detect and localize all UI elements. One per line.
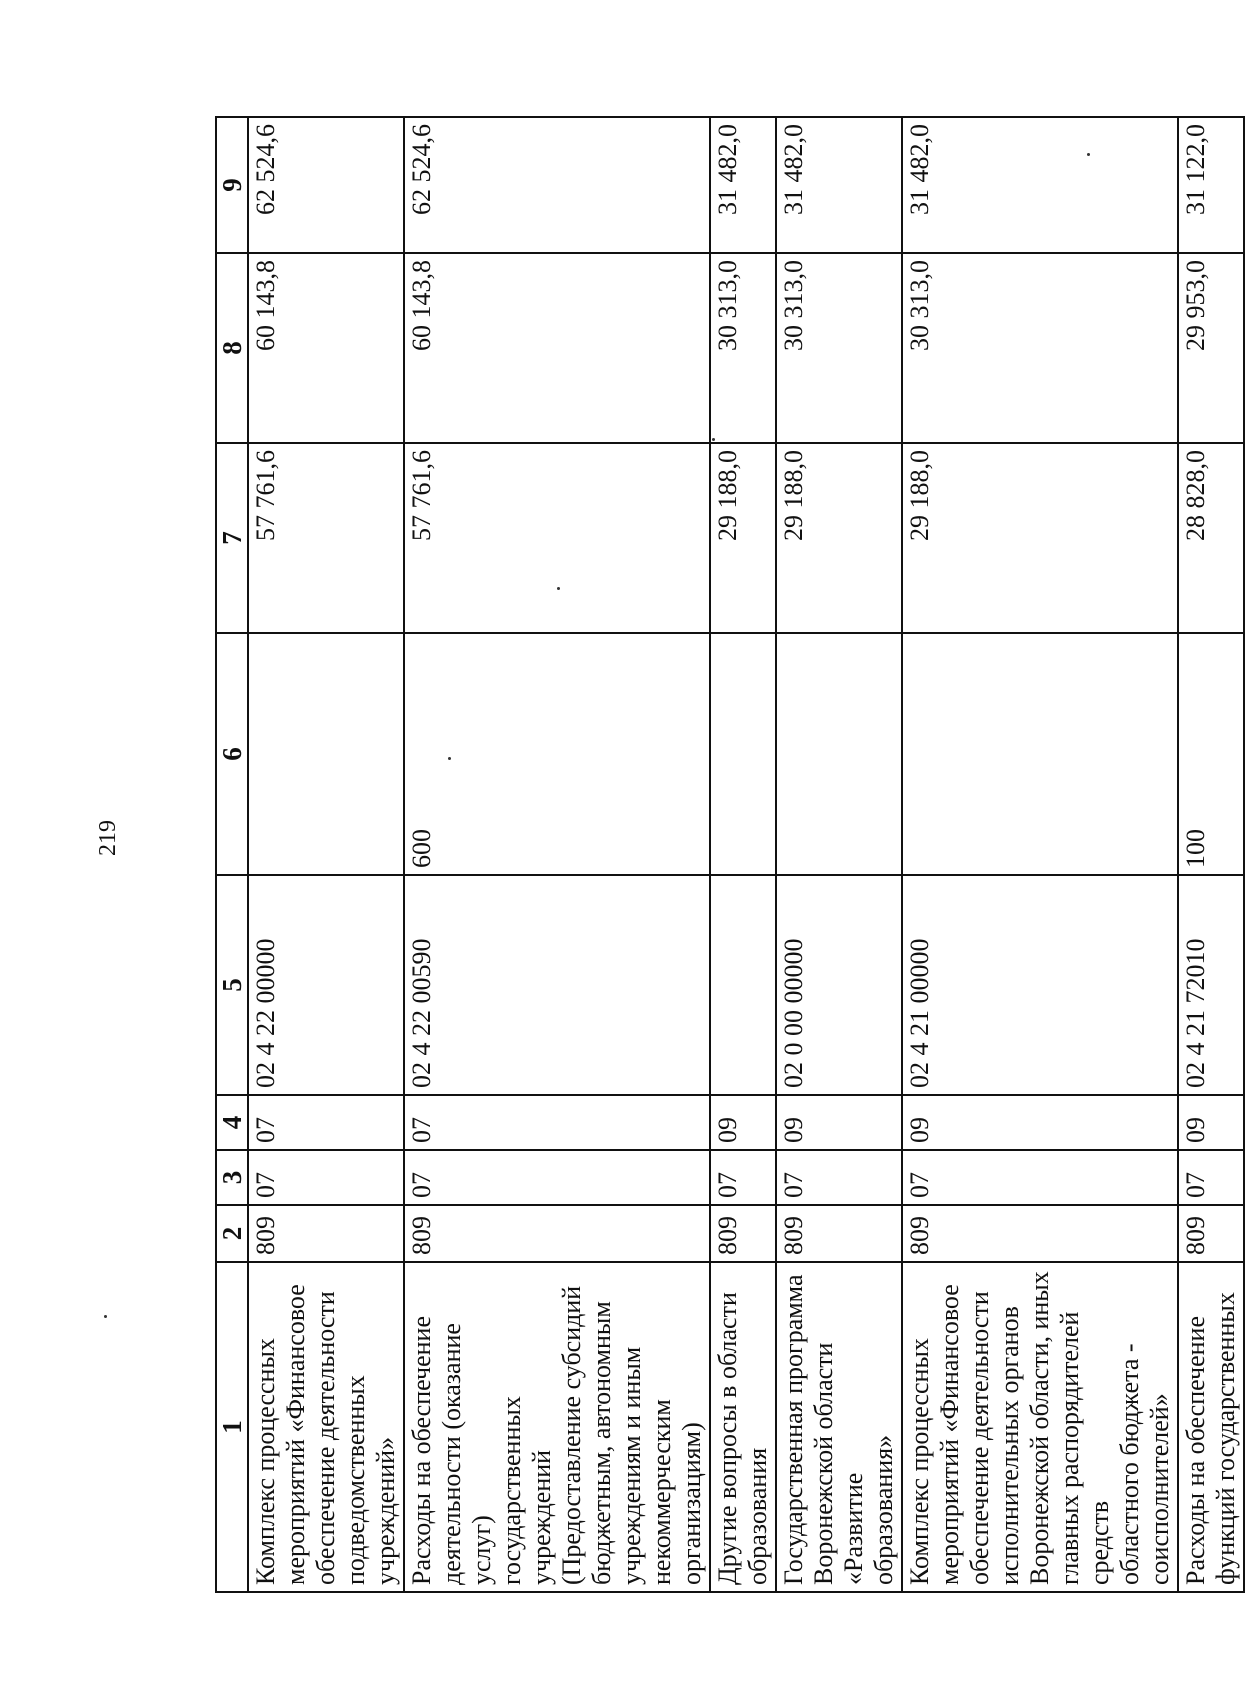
header-col-2: 2 [216, 1205, 248, 1262]
amount-col-8-cell: 29 953,0 [1178, 253, 1244, 443]
header-col-6: 6 [216, 633, 248, 875]
amount-col-8-cell: 30 313,0 [776, 253, 902, 443]
section-code-cell: 07 [248, 1150, 404, 1205]
header-col-7: 7 [216, 443, 248, 633]
subsection-code-cell: 07 [248, 1095, 404, 1150]
amount-col-9-cell: 31 482,0 [710, 117, 776, 253]
expense-type-cell: 600 [404, 633, 710, 875]
target-article-cell: 02 4 21 72010 [1178, 875, 1244, 1095]
row-name-cell: Другие вопросы в области образования [710, 1262, 776, 1592]
amount-col-7-cell: 57 761,6 [248, 443, 404, 633]
amount-col-8-cell: 30 313,0 [710, 253, 776, 443]
subsection-code-cell: 09 [902, 1095, 1178, 1150]
amount-col-7-cell: 29 188,0 [776, 443, 902, 633]
subsection-code-cell: 09 [1178, 1095, 1244, 1150]
header-col-4: 4 [216, 1095, 248, 1150]
section-code-cell: 07 [1178, 1150, 1244, 1205]
target-article-cell: 02 0 00 00000 [776, 875, 902, 1095]
header-col-8: 8 [216, 253, 248, 443]
page-number: 219 [95, 820, 121, 856]
budget-table [215, 116, 1245, 1593]
amount-col-9-cell: 31 482,0 [902, 117, 1178, 253]
expense-type-cell [902, 633, 1178, 875]
amount-col-9-cell: 62 524,6 [248, 117, 404, 253]
row-name-cell: Комплекс процессных мероприятий «Финансовое обеспечение деятельности исполнительных органов Воронежской области, иных главных распорядителей средств областного бюджета - соисполнителей» [902, 1262, 1178, 1592]
section-code-cell: 07 [710, 1150, 776, 1205]
target-article-cell [710, 875, 776, 1095]
target-article-cell: 02 4 21 00000 [902, 875, 1178, 1095]
table-row [902, 117, 1178, 1592]
section-code-cell: 07 [776, 1150, 902, 1205]
amount-col-7-cell: 28 828,0 [1178, 443, 1244, 633]
table-row [710, 117, 776, 1592]
amount-col-9-cell: 62 524,6 [404, 117, 710, 253]
scan-speck [104, 1315, 107, 1318]
ministry-code-cell: 809 [404, 1205, 710, 1262]
amount-col-8-cell: 60 143,8 [404, 253, 710, 443]
header-col-3: 3 [216, 1150, 248, 1205]
amount-col-8-cell: 60 143,8 [248, 253, 404, 443]
ministry-code-cell: 809 [1178, 1205, 1244, 1262]
header-col-5: 5 [216, 875, 248, 1095]
amount-col-8-cell: 30 313,0 [902, 253, 1178, 443]
table-row [1178, 117, 1244, 1592]
amount-col-7-cell: 57 761,6 [404, 443, 710, 633]
row-name-cell: Государственная программа Воронежской области «Развитие образования» [776, 1262, 902, 1592]
subsection-code-cell: 09 [710, 1095, 776, 1150]
ministry-code-cell: 809 [776, 1205, 902, 1262]
table-row [776, 117, 902, 1592]
row-name-cell: Расходы на обеспечение функций государственных [1178, 1262, 1244, 1592]
ministry-code-cell: 809 [710, 1205, 776, 1262]
target-article-cell: 02 4 22 00000 [248, 875, 404, 1095]
section-code-cell: 07 [404, 1150, 710, 1205]
subsection-code-cell: 09 [776, 1095, 902, 1150]
amount-col-9-cell: 31 482,0 [776, 117, 902, 253]
amount-col-9-cell: 31 122,0 [1178, 117, 1244, 253]
expense-type-cell: 100 [1178, 633, 1244, 875]
header-col-9: 9 [216, 117, 248, 253]
table-row [404, 117, 710, 1592]
expense-type-cell [248, 633, 404, 875]
section-code-cell: 07 [902, 1150, 1178, 1205]
amount-col-7-cell: 29 188,0 [902, 443, 1178, 633]
target-article-cell: 02 4 22 00590 [404, 875, 710, 1095]
expense-type-cell [776, 633, 902, 875]
table-row [248, 117, 404, 1592]
header-row [216, 117, 248, 1592]
ministry-code-cell: 809 [248, 1205, 404, 1262]
expense-type-cell [710, 633, 776, 875]
row-name-cell: Расходы на обеспечение деятельности (оказание услуг) государственных учреждений (Предоставление субсидий бюджетным, автономным учреждениям и иным некоммерческим организациям) [404, 1262, 710, 1592]
amount-col-7-cell: 29 188,0 [710, 443, 776, 633]
header-col-1: 1 [216, 1262, 248, 1592]
ministry-code-cell: 809 [902, 1205, 1178, 1262]
budget-table-area [215, 118, 1240, 1593]
subsection-code-cell: 07 [404, 1095, 710, 1150]
row-name-cell: Комплекс процессных мероприятий «Финансовое обеспечение деятельности подведомственных учреждений» [248, 1262, 404, 1592]
